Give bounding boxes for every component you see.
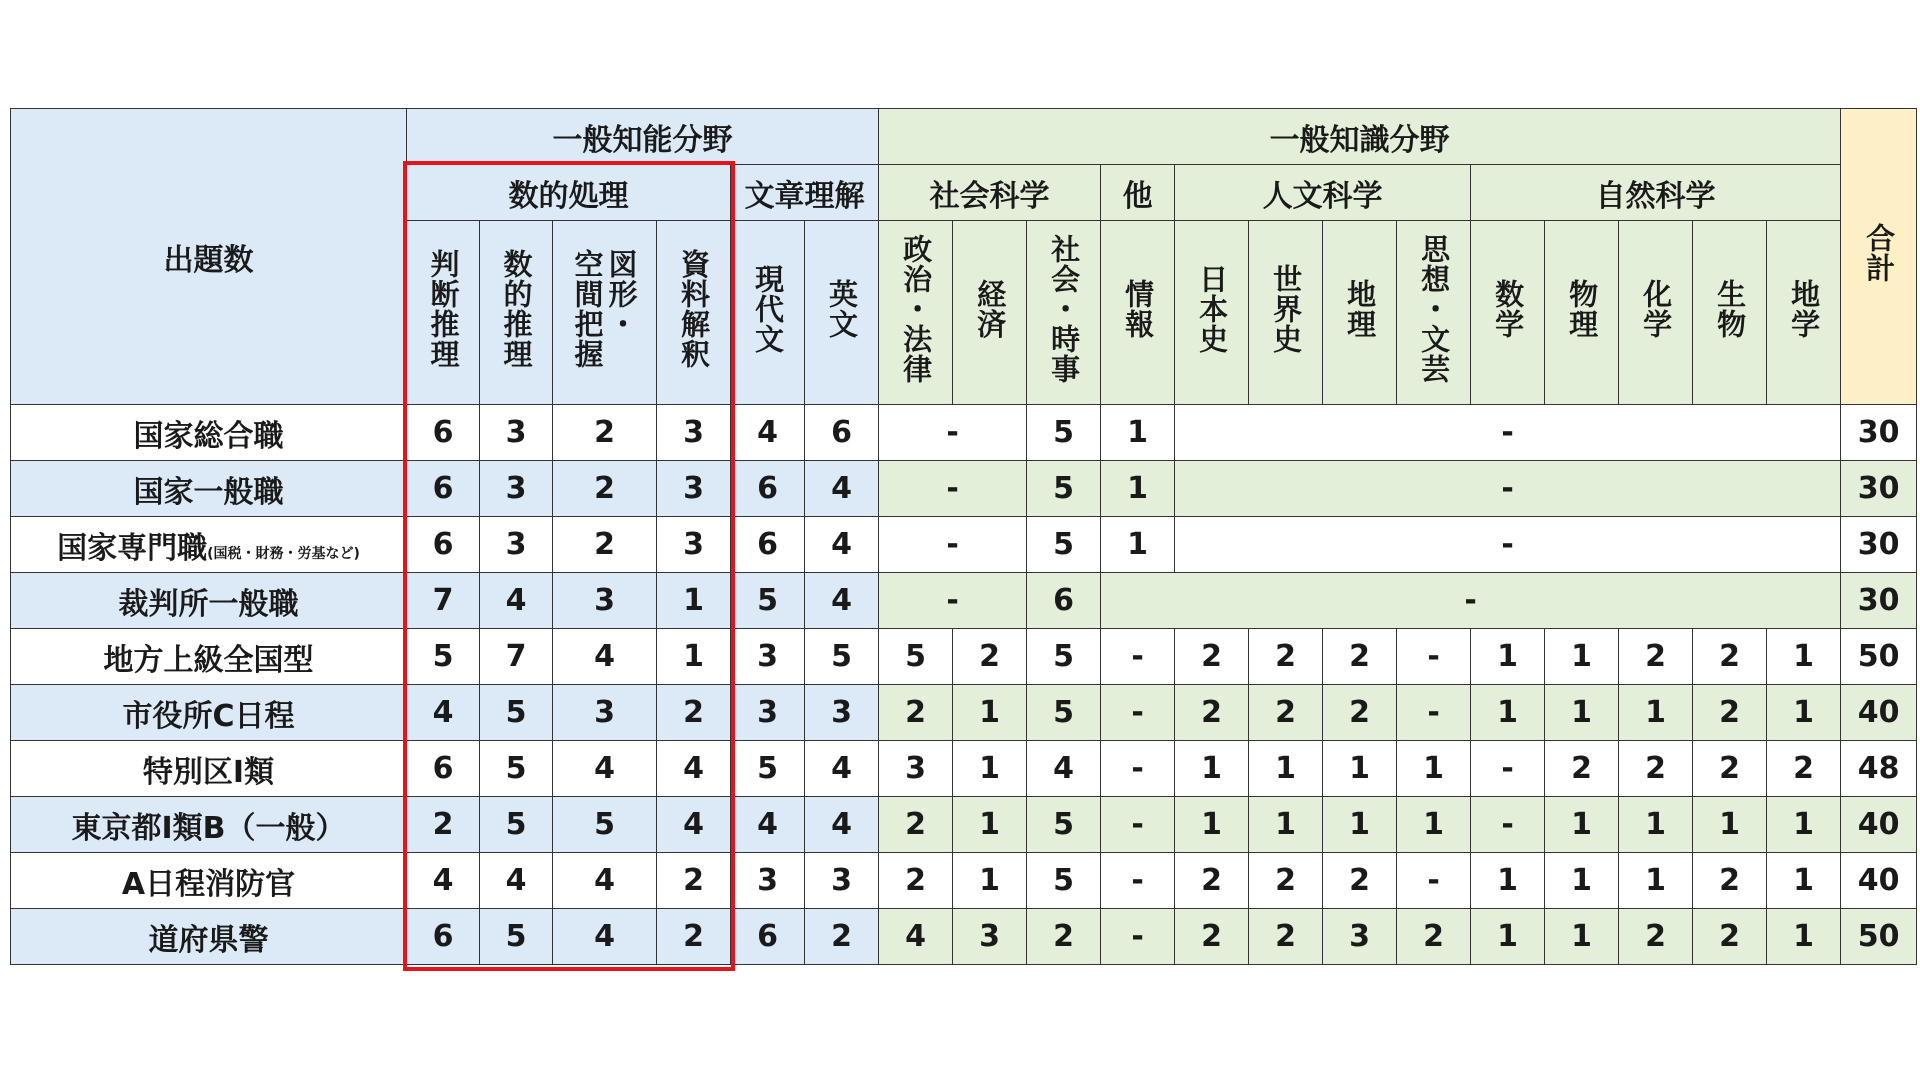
cell: 4	[805, 573, 879, 629]
row-total: 50	[1841, 909, 1917, 965]
cell: 2	[407, 797, 480, 853]
cell: 5	[1027, 853, 1101, 909]
cell: -	[1397, 853, 1471, 909]
cell: 2	[553, 405, 657, 461]
cell-merged: -	[1175, 405, 1841, 461]
table-row	[11, 517, 1917, 573]
cell: 5	[1027, 517, 1101, 573]
cell: 6	[805, 405, 879, 461]
cell: 3	[731, 853, 805, 909]
row-total: 48	[1841, 741, 1917, 797]
cell: 4	[480, 573, 553, 629]
cell: 1	[1471, 853, 1545, 909]
cell: -	[1101, 685, 1175, 741]
table-row	[11, 741, 1917, 797]
cell: 4	[731, 405, 805, 461]
cell-merged: -	[1175, 461, 1841, 517]
cell: 1	[1545, 685, 1619, 741]
row-label: 裁判所一般職	[11, 573, 407, 629]
col-economics: 経済	[953, 221, 1027, 405]
cell: 1	[1545, 853, 1619, 909]
row-total: 30	[1841, 573, 1917, 629]
cell: 3	[657, 405, 731, 461]
general-ability-header: 一般知能分野	[407, 109, 879, 165]
cell: 1	[1545, 797, 1619, 853]
cell: 1	[1323, 797, 1397, 853]
cell: 2	[1175, 853, 1249, 909]
cell: 5	[553, 797, 657, 853]
cell: 5	[480, 741, 553, 797]
cell: 2	[805, 909, 879, 965]
cell: 5	[1027, 461, 1101, 517]
cell: 3	[657, 461, 731, 517]
col-politics-law: 政治・法律	[879, 221, 953, 405]
cell: 2	[1249, 909, 1323, 965]
cell: 2	[1249, 685, 1323, 741]
humanities-header: 人文科学	[1175, 165, 1471, 221]
table-row	[11, 573, 1917, 629]
cell: 1	[953, 685, 1027, 741]
cell: -	[1101, 629, 1175, 685]
cell: 4	[731, 797, 805, 853]
col-numerical-reasoning: 数的推理	[480, 221, 553, 405]
cell: 5	[1027, 685, 1101, 741]
cell: 2	[553, 517, 657, 573]
cell: 6	[731, 461, 805, 517]
cell: 2	[1693, 853, 1767, 909]
cell: 5	[407, 629, 480, 685]
cell: 1	[1101, 461, 1175, 517]
cell: -	[1101, 741, 1175, 797]
cell: 2	[1545, 741, 1619, 797]
col-information: 情報	[1101, 221, 1175, 405]
cell: -	[1101, 909, 1175, 965]
cell: 2	[1249, 853, 1323, 909]
social-science-header: 社会科学	[879, 165, 1101, 221]
cell: 6	[407, 517, 480, 573]
cell: 6	[731, 909, 805, 965]
cell: 5	[879, 629, 953, 685]
cell: 6	[407, 461, 480, 517]
cell: 2	[1323, 853, 1397, 909]
cell: 1	[1545, 909, 1619, 965]
cell: -	[1101, 797, 1175, 853]
col-spatial-figure: 図形・ 空間把握	[553, 221, 657, 405]
cell: 1	[1767, 853, 1841, 909]
cell: 2	[879, 797, 953, 853]
cell: 2	[1619, 909, 1693, 965]
reading-comprehension-header: 文章理解	[731, 165, 879, 221]
table-row	[11, 629, 1917, 685]
cell: 1	[1471, 685, 1545, 741]
row-label: A日程消防官	[11, 853, 407, 909]
cell: 1	[657, 629, 731, 685]
row-label: 東京都I類B（一般）	[11, 797, 407, 853]
cell: 5	[805, 629, 879, 685]
cell: 4	[407, 685, 480, 741]
cell: 2	[1619, 629, 1693, 685]
cell: 4	[553, 629, 657, 685]
table-row	[11, 909, 1917, 965]
cell-merged: -	[1175, 517, 1841, 573]
row-total: 30	[1841, 405, 1917, 461]
cell: 2	[1619, 741, 1693, 797]
cell: 1	[1249, 741, 1323, 797]
cell-merged: -	[879, 461, 1027, 517]
cell: 2	[1767, 741, 1841, 797]
table-row	[11, 853, 1917, 909]
cell: 3	[480, 517, 553, 573]
col-english: 英文	[805, 221, 879, 405]
row-label: 特別区I類	[11, 741, 407, 797]
cell: 4	[657, 741, 731, 797]
exam-question-table	[10, 108, 1917, 965]
cell: 1	[953, 741, 1027, 797]
table-row	[11, 405, 1917, 461]
cell: 5	[480, 909, 553, 965]
cell: 1	[1471, 909, 1545, 965]
cell: 1	[1693, 797, 1767, 853]
cell: 2	[1175, 629, 1249, 685]
row-label: 国家一般職	[11, 461, 407, 517]
cell-merged: -	[879, 405, 1027, 461]
cell: 3	[805, 685, 879, 741]
cell: 4	[480, 853, 553, 909]
cell: 3	[553, 685, 657, 741]
row-label: 国家総合職	[11, 405, 407, 461]
cell: 1	[1471, 629, 1545, 685]
cell-merged: -	[879, 517, 1027, 573]
cell: 1	[1397, 741, 1471, 797]
total-header: 合計	[1841, 109, 1917, 405]
cell: 3	[731, 685, 805, 741]
col-judgment-reasoning: 判断推理	[407, 221, 480, 405]
corner-header: 出題数	[11, 109, 407, 405]
row-label: 地方上級全国型	[11, 629, 407, 685]
cell: 2	[657, 685, 731, 741]
cell: 6	[407, 909, 480, 965]
general-knowledge-header: 一般知識分野	[879, 109, 1841, 165]
cell: 3	[805, 853, 879, 909]
col-modern-japanese: 現代文	[731, 221, 805, 405]
cell: 2	[1693, 909, 1767, 965]
cell: 7	[480, 629, 553, 685]
col-biology: 生物	[1693, 221, 1767, 405]
cell: 1	[1175, 797, 1249, 853]
cell: 1	[1767, 629, 1841, 685]
cell: 2	[879, 685, 953, 741]
cell: 3	[953, 909, 1027, 965]
cell: -	[1471, 797, 1545, 853]
col-earth-science: 地学	[1767, 221, 1841, 405]
cell: 2	[553, 461, 657, 517]
row-label-note: (国税・財務・労基など)	[207, 545, 360, 562]
cell: 3	[480, 461, 553, 517]
cell: 2	[879, 853, 953, 909]
col-geography: 地理	[1323, 221, 1397, 405]
cell: 1	[1767, 797, 1841, 853]
col-chemistry: 化学	[1619, 221, 1693, 405]
col-japanese-history: 日本史	[1175, 221, 1249, 405]
row-label: 市役所C日程	[11, 685, 407, 741]
cell: 5	[1027, 629, 1101, 685]
cell: 1	[1619, 685, 1693, 741]
cell: 2	[1693, 629, 1767, 685]
col-world-history: 世界史	[1249, 221, 1323, 405]
row-total: 40	[1841, 685, 1917, 741]
cell: 1	[1767, 685, 1841, 741]
cell: 1	[1323, 741, 1397, 797]
cell: -	[1101, 853, 1175, 909]
col-data-interpretation: 資料解釈	[657, 221, 731, 405]
cell: 3	[657, 517, 731, 573]
cell: 1	[1249, 797, 1323, 853]
cell: 4	[805, 517, 879, 573]
row-label: 道府県警	[11, 909, 407, 965]
cell: 2	[1175, 909, 1249, 965]
cell: 4	[553, 741, 657, 797]
cell: 5	[1027, 797, 1101, 853]
cell: 2	[1323, 685, 1397, 741]
cell: 2	[1397, 909, 1471, 965]
cell: 1	[1175, 741, 1249, 797]
cell: -	[1471, 741, 1545, 797]
col-mathematics: 数学	[1471, 221, 1545, 405]
cell: 4	[805, 797, 879, 853]
cell: 1	[1397, 797, 1471, 853]
cell: 2	[953, 629, 1027, 685]
cell: 5	[731, 741, 805, 797]
cell: 7	[407, 573, 480, 629]
cell: 2	[1249, 629, 1323, 685]
cell: 1	[1545, 629, 1619, 685]
cell: 1	[1101, 517, 1175, 573]
cell: 2	[1693, 685, 1767, 741]
row-total: 30	[1841, 517, 1917, 573]
cell: 6	[407, 741, 480, 797]
cell: 1	[1619, 853, 1693, 909]
cell: 1	[1101, 405, 1175, 461]
cell: -	[1397, 685, 1471, 741]
cell: 4	[879, 909, 953, 965]
table-row	[11, 685, 1917, 741]
cell: 2	[1693, 741, 1767, 797]
cell: 1	[657, 573, 731, 629]
cell: 4	[553, 909, 657, 965]
col-society-current: 社会・時事	[1027, 221, 1101, 405]
cell: 2	[1027, 909, 1101, 965]
col-thought-literature: 思想・文芸	[1397, 221, 1471, 405]
cell: 5	[731, 573, 805, 629]
table-row	[11, 461, 1917, 517]
cell: 4	[553, 853, 657, 909]
cell-merged: -	[879, 573, 1027, 629]
table-row	[11, 797, 1917, 853]
cell: 2	[1323, 629, 1397, 685]
cell: 5	[480, 797, 553, 853]
cell: 2	[657, 853, 731, 909]
cell: 4	[805, 461, 879, 517]
row-total: 30	[1841, 461, 1917, 517]
cell: 1	[1619, 797, 1693, 853]
cell: 5	[480, 685, 553, 741]
cell: 4	[407, 853, 480, 909]
cell: 2	[657, 909, 731, 965]
cell: 3	[731, 629, 805, 685]
cell: 6	[1027, 573, 1101, 629]
cell: 1	[953, 797, 1027, 853]
cell: 4	[1027, 741, 1101, 797]
cell: 3	[879, 741, 953, 797]
cell: 6	[731, 517, 805, 573]
row-total: 50	[1841, 629, 1917, 685]
cell: 4	[657, 797, 731, 853]
cell: 4	[805, 741, 879, 797]
numerical-processing-header: 数的処理	[407, 165, 731, 221]
cell: 3	[1323, 909, 1397, 965]
cell: 1	[953, 853, 1027, 909]
col-physics: 物理	[1545, 221, 1619, 405]
other-header: 他	[1101, 165, 1175, 221]
cell-merged: -	[1101, 573, 1841, 629]
cell: 1	[1767, 909, 1841, 965]
cell: -	[1397, 629, 1471, 685]
cell: 2	[1175, 685, 1249, 741]
row-total: 40	[1841, 853, 1917, 909]
row-label: 国家専門職(国税・財務・労基など)	[11, 517, 407, 573]
row-total: 40	[1841, 797, 1917, 853]
natural-science-header: 自然科学	[1471, 165, 1841, 221]
cell: 6	[407, 405, 480, 461]
cell: 3	[553, 573, 657, 629]
cell: 3	[480, 405, 553, 461]
cell: 5	[1027, 405, 1101, 461]
